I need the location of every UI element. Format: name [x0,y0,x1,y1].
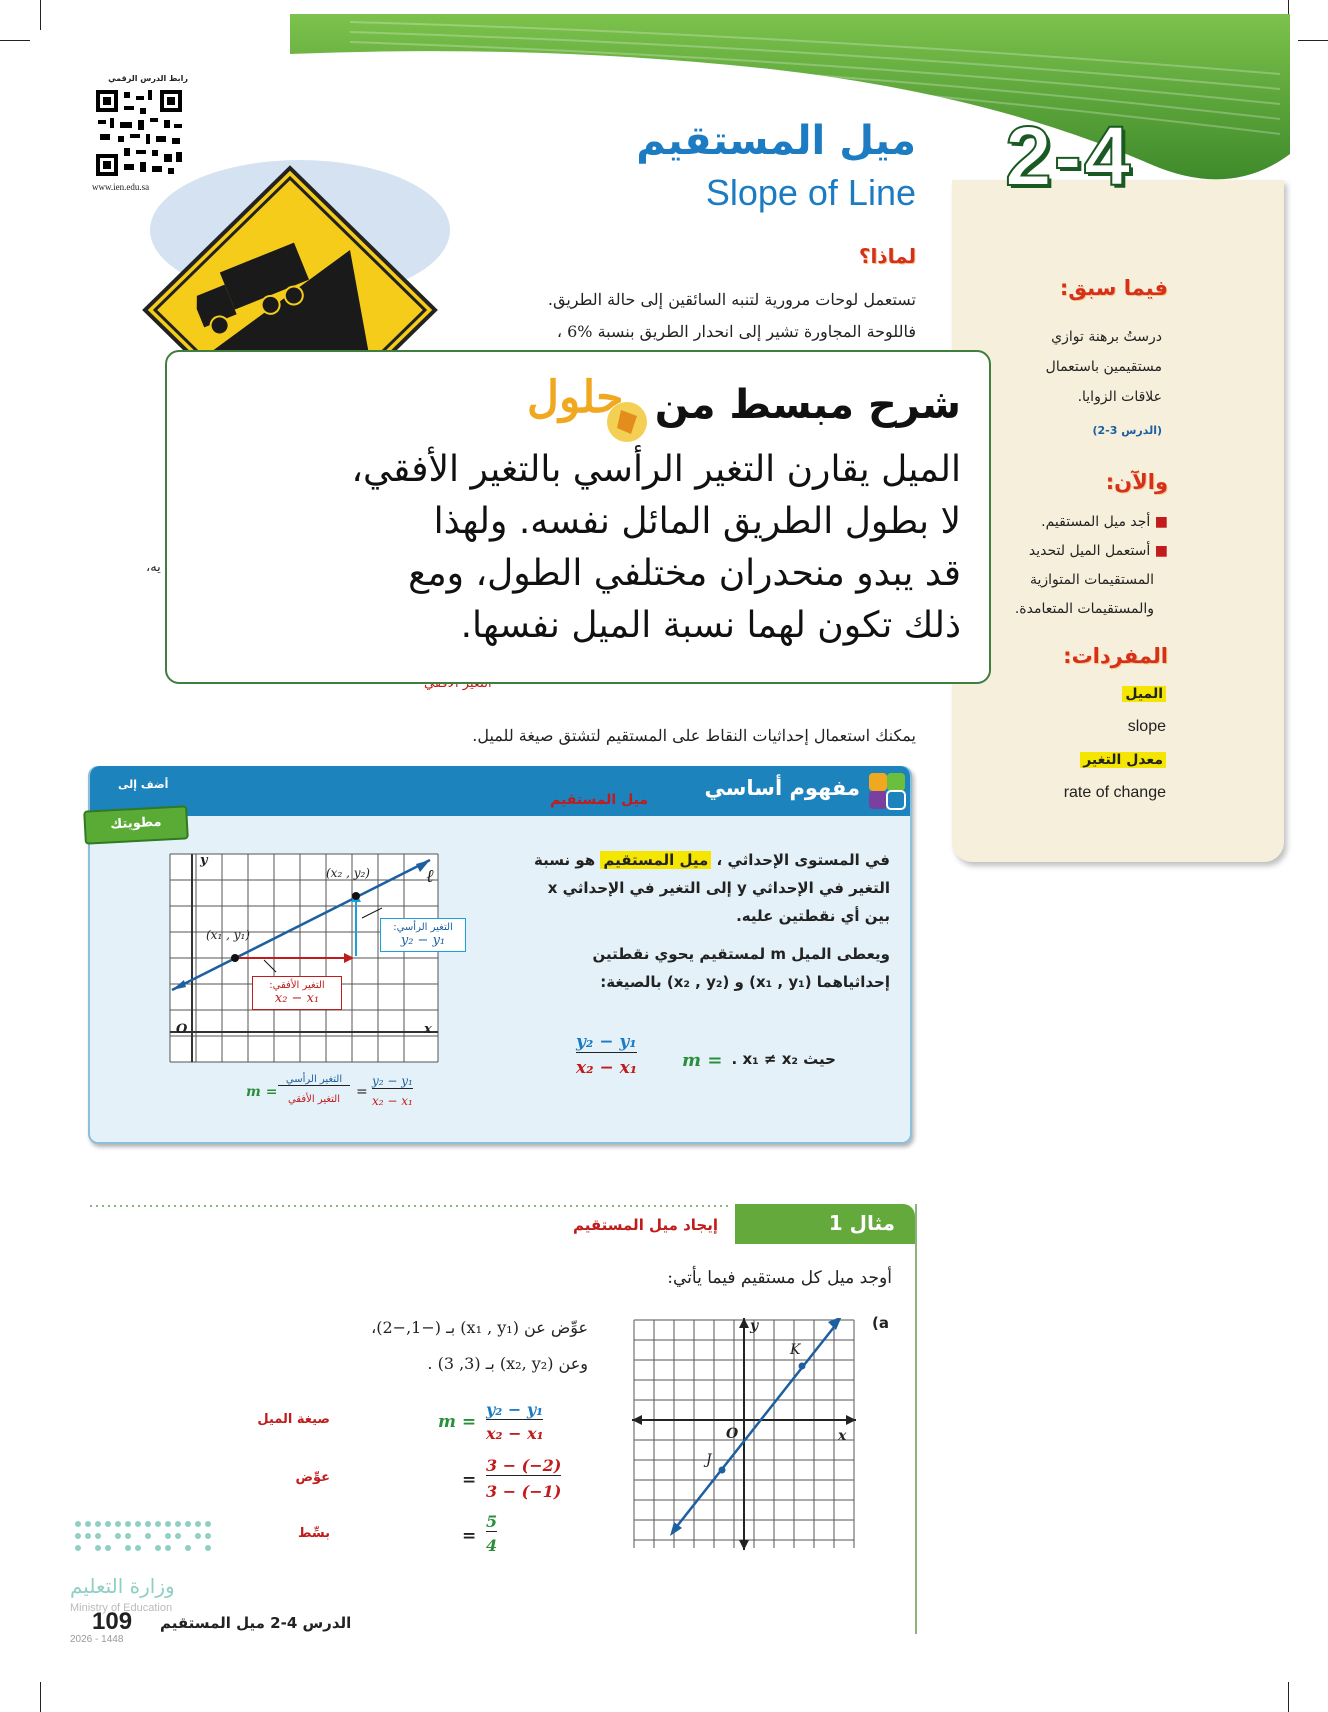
step-lhs: = [462,1526,477,1546]
concept-point-2-label: (x₂ , y₂) [326,866,370,880]
qr-url: www.ien.edu.sa [92,182,150,192]
formula-numerator: y₂ − y₁ [576,1032,637,1052]
step-denominator: x₂ − x₁ [486,1424,544,1443]
example-point-j-label: J [706,1452,712,1468]
crop-mark [40,1682,41,1712]
why-heading: لماذا؟ [858,244,916,268]
concept-origin: O [176,1022,188,1037]
concept-subheading: ميل المستقيم [550,792,648,808]
vocab-term-en: slope [1127,718,1166,735]
previous-heading: فيما سبق: [1059,276,1168,300]
concept-definition: في المستوى الإحداثي ، ميل المستقيم هو نسبة التغير في الإحداثي y إلى التغير في الإحداثي x بين أي نقطتين عليه. ويعطى الميل m لمستقيم يحوي نقطتين إحداثياهما (x₁ , y₁) و (x₂ , y₂) بالصيغة: [533,851,890,991]
explanation-text: الميل يقارن التغير الرأسي بالتغير الأفقي، لا بطول الطريق المائل نفسه. ولهذا قد يبدو منحدران مختلفي الطول، ومع ذلك تكون لهما نسبة الميل نفسها. [351,449,961,646]
step-lhs: = [462,1470,477,1490]
ministry-name-ar: وزارة التعليم [70,1574,175,1598]
key-concept-header [90,766,910,816]
halol-logo: حلول [527,372,624,423]
concept-axis-x: x [424,1022,432,1037]
example-side-rule [905,1204,917,1634]
previous-ref: (الدرس 3-2) [1092,424,1162,437]
vocab-term-ar: معدل التغير [1080,752,1166,768]
qr-label: رابط الدرس الرقمي [108,74,188,83]
point-1 [231,954,239,962]
formula-m: m = [682,1050,723,1071]
previous-text: درستُ برهنة توازي مستقيمين باستعمال علاقات الزوايا. [1045,329,1162,405]
example-substitution: عوِّض عن (x₁ , y₁) بـ (−1,−2)، وعن (x₂, y₂) بـ (3, 3) . [371,1318,588,1373]
concept-point-1-label: (x₁ , y₁) [206,928,250,942]
road-sign-illustration [140,150,460,370]
concept-line-label: ℓ [426,866,434,887]
now-list: ■ أجد ميل المستقيم. ■ أستعمل الميل لتحديد المستقيمات المتوازية والمستقيمات المتعامدة. [1014,514,1168,617]
example-label: مثال 1 [828,1211,895,1235]
concept-heading: مفهوم أساسي [704,776,860,800]
point-k [799,1363,806,1370]
formula-denominator: x₂ − x₁ [576,1058,638,1078]
example-origin: O [726,1426,739,1442]
vocab-heading: المفردات: [1063,644,1168,668]
ministry-year: 2026 - 1448 [70,1634,124,1645]
example-part-label: (a [872,1314,889,1332]
lesson-title-en: Slope of Line [705,172,916,213]
footer-lesson-ref: الدرس 4-2 ميل المستقيم [160,1614,352,1632]
step-numerator: 5 [486,1512,498,1531]
example-graph [632,1318,856,1550]
example-label-bar [735,1204,915,1244]
concept-axis-y: y [200,853,208,868]
crop-mark [1288,1682,1289,1712]
example-axis-x: x [838,1428,847,1444]
vocab-term-en: rate of change [1063,784,1166,801]
foldable-badge[interactable] [83,805,189,844]
lesson-title-ar: ميل المستقيم [636,118,916,164]
add-to-label: أضف إلى [118,778,169,791]
why-text: تستعمل لوحات مرورية لتنبه السائقين إلى حالة الطريق. فاللوحة المجاورة تشير إلى انحدار الطريق بنسبة %6 ، [547,290,916,341]
slope-formula [576,1030,836,1090]
vertical-change-box: التغير الرأسي: y₂ − y₁ [380,918,466,952]
concept-ratio-formula: m = التغير الرأسي التغير الأفقي = y₂ − y₁ x₂ − x₁ [246,1074,413,1108]
why-partial-text: يه، [146,560,161,575]
foldable-label: مطويتك [109,814,162,833]
formula-condition: حيث x₁ ≠ x₂ . [731,1050,836,1068]
step-label: بسِّط [297,1526,330,1541]
example-axis-y: y [750,1318,759,1334]
example-steps [200,1400,600,1560]
point-2 [352,892,360,900]
step-denominator: 4 [486,1536,498,1555]
point-j [719,1467,726,1474]
page-number: 109 [92,1608,133,1635]
example-point-k-label: K [790,1342,801,1358]
horizontal-change-box: التغير الأفقي: x₂ − x₁ [252,976,342,1010]
step-numerator: 3 − (−2) [486,1456,562,1475]
step-numerator: y₂ − y₁ [486,1400,544,1419]
concept-icon [866,770,908,812]
vocab-term-ar: الميل [1122,686,1166,702]
step-denominator: 3 − (−1) [486,1482,562,1501]
example-line [674,1322,838,1530]
lesson-number: 2-4 [1005,109,1133,203]
ministry-name-en: Ministry of Education [70,1602,173,1614]
explanation-heading: شرح مبسط من [654,382,961,428]
crop-mark [40,0,41,30]
concept-graph [168,852,440,1064]
now-heading: والآن: [1105,470,1168,494]
step-label: صيغة الميل [257,1412,330,1427]
ministry-logo-icon [72,1512,222,1568]
formula-intro: يمكنك استعمال إحداثيات النقاط على المستقيم لتشتق صيغة للميل. [472,726,916,745]
step-label: عوِّض [295,1470,330,1485]
simplified-explanation-box [165,350,991,684]
step-lhs: m = [438,1412,477,1432]
example-prompt: أوجد ميل كل مستقيم فيما يأتي: [667,1268,892,1288]
crop-mark [0,40,30,41]
example-title: إيجاد ميل المستقيم [572,1216,718,1234]
crop-mark [1298,40,1328,41]
